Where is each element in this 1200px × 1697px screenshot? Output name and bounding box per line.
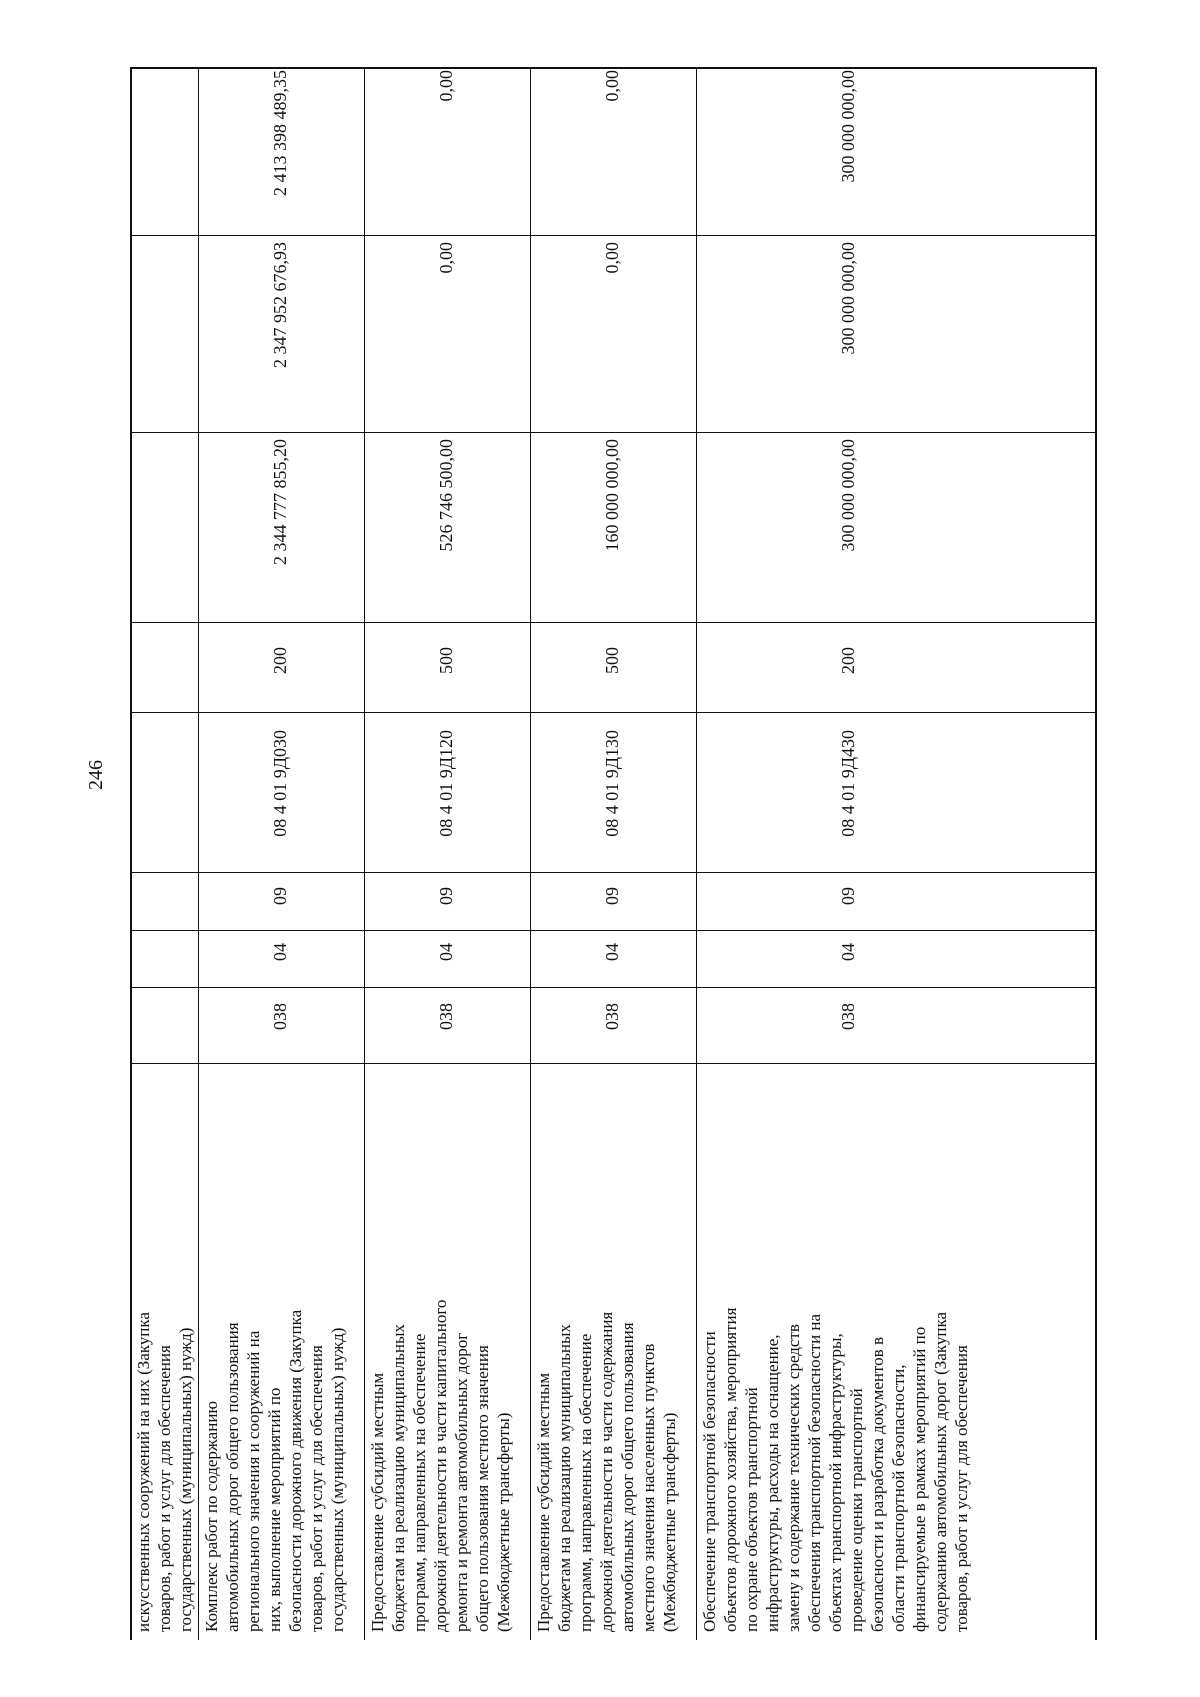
row-1-sum-2: 2 347 952 676,93: [270, 242, 290, 368]
row-1-description: Комплекс работ по содержанию автомобильных дорог общего пользования регионального значения и сооружений на них, выполнение мероприятий по безопасности дорожного движения (Закупка товаров, работ и услуг для обеспечения государственных (муниципальных) нужд): [202, 1309, 347, 1632]
row-4-vr: 200: [838, 647, 858, 674]
row-2-sum-3: 0,00: [436, 70, 456, 102]
row-3-description: Предоставление субсидий местным бюджетам на реализацию муниципальных программ, направленных на обеспечение дорожной деятельности в части содержания автомобильных дорог общего пользования местного значения населенных пунктов (Межбюджетные трансферты): [534, 1311, 679, 1632]
table-border-bottom: [1095, 67, 1097, 1640]
row-3-sum-3: 0,00: [602, 70, 622, 102]
row-2-description: Предоставление субсидий местным бюджетам на реализацию муниципальных программ, направленных на обеспечение дорожной деятельности в части капитального ремонта и ремонта автомобильных дорог общего пользования местного значения (Межбюджетные трансферты): [368, 1299, 513, 1632]
column-separator: [130, 987, 1095, 988]
row-4-sum-1: 300 000 000,00: [838, 439, 858, 552]
row-4-sum-2: 300 000 000,00: [838, 242, 858, 355]
column-separator: [130, 235, 1095, 236]
row-2-csr: 08 4 01 9Д120: [436, 730, 456, 837]
row-3-sum-2: 0,00: [602, 242, 622, 274]
row-2-sum-1: 526 746 500,00: [436, 439, 456, 552]
row-1-sum-3: 2 413 398 489,35: [270, 70, 290, 196]
column-separator: [130, 1063, 1095, 1064]
row-2-vr: 500: [436, 647, 456, 674]
row-4-grbs: 038: [838, 1003, 858, 1030]
row-3-pr: 09: [602, 887, 622, 905]
row-1-grbs: 038: [270, 1003, 290, 1030]
row-separator: [198, 67, 199, 1640]
row-0-description: искусственных сооружений на них (Закупка товаров, работ и услуг для обеспечения государственных (муниципальных) нужд): [134, 1312, 195, 1632]
row-4-csr: 08 4 01 9Д430: [838, 730, 858, 837]
row-3-vr: 500: [602, 647, 622, 674]
row-3-csr: 08 4 01 9Д130: [602, 730, 622, 837]
page-number: 246: [85, 760, 107, 790]
row-1-sum-1: 2 344 777 855,20: [270, 439, 290, 565]
row-1-pr: 09: [270, 887, 290, 905]
row-1-vr: 200: [270, 647, 290, 674]
column-separator: [130, 432, 1095, 433]
row-4-sum-3: 300 000 000,00: [838, 70, 858, 183]
column-separator: [130, 930, 1095, 931]
row-separator: [530, 67, 531, 1640]
row-3-sum-1: 160 000 000,00: [602, 439, 622, 552]
row-separator: [696, 67, 697, 1640]
row-3-rz: 04: [602, 943, 622, 961]
row-4-pr: 09: [838, 887, 858, 905]
table-border-top: [130, 67, 132, 1640]
row-3-grbs: 038: [602, 1003, 622, 1030]
row-separator: [364, 67, 365, 1640]
row-1-rz: 04: [270, 943, 290, 961]
row-2-pr: 09: [436, 887, 456, 905]
row-4-rz: 04: [838, 943, 858, 961]
row-2-grbs: 038: [436, 1003, 456, 1030]
row-1-csr: 08 4 01 9Д030: [270, 730, 290, 837]
row-4-description: Обеспечение транспортной безопасности объектов дорожного хозяйства, мероприятия по охране объектов транспортной инфраструктуры, расходы на оснащение, замену и содержание технических средств обеспечения транспортной безопасности на объектах транспортной инфраструктуры, проведение оценки транспортной безопасности и разработка документов в области транспортной безопасности, финансируемые в рамках мероприятий по содержанию автомобильных дорог (Закупка товаров, работ и услуг для обеспечения: [700, 1307, 971, 1632]
table-border-right: [130, 67, 1095, 69]
column-separator: [130, 712, 1095, 713]
column-separator: [130, 622, 1095, 623]
column-separator: [130, 872, 1095, 873]
row-2-sum-2: 0,00: [436, 242, 456, 274]
row-2-rz: 04: [436, 943, 456, 961]
